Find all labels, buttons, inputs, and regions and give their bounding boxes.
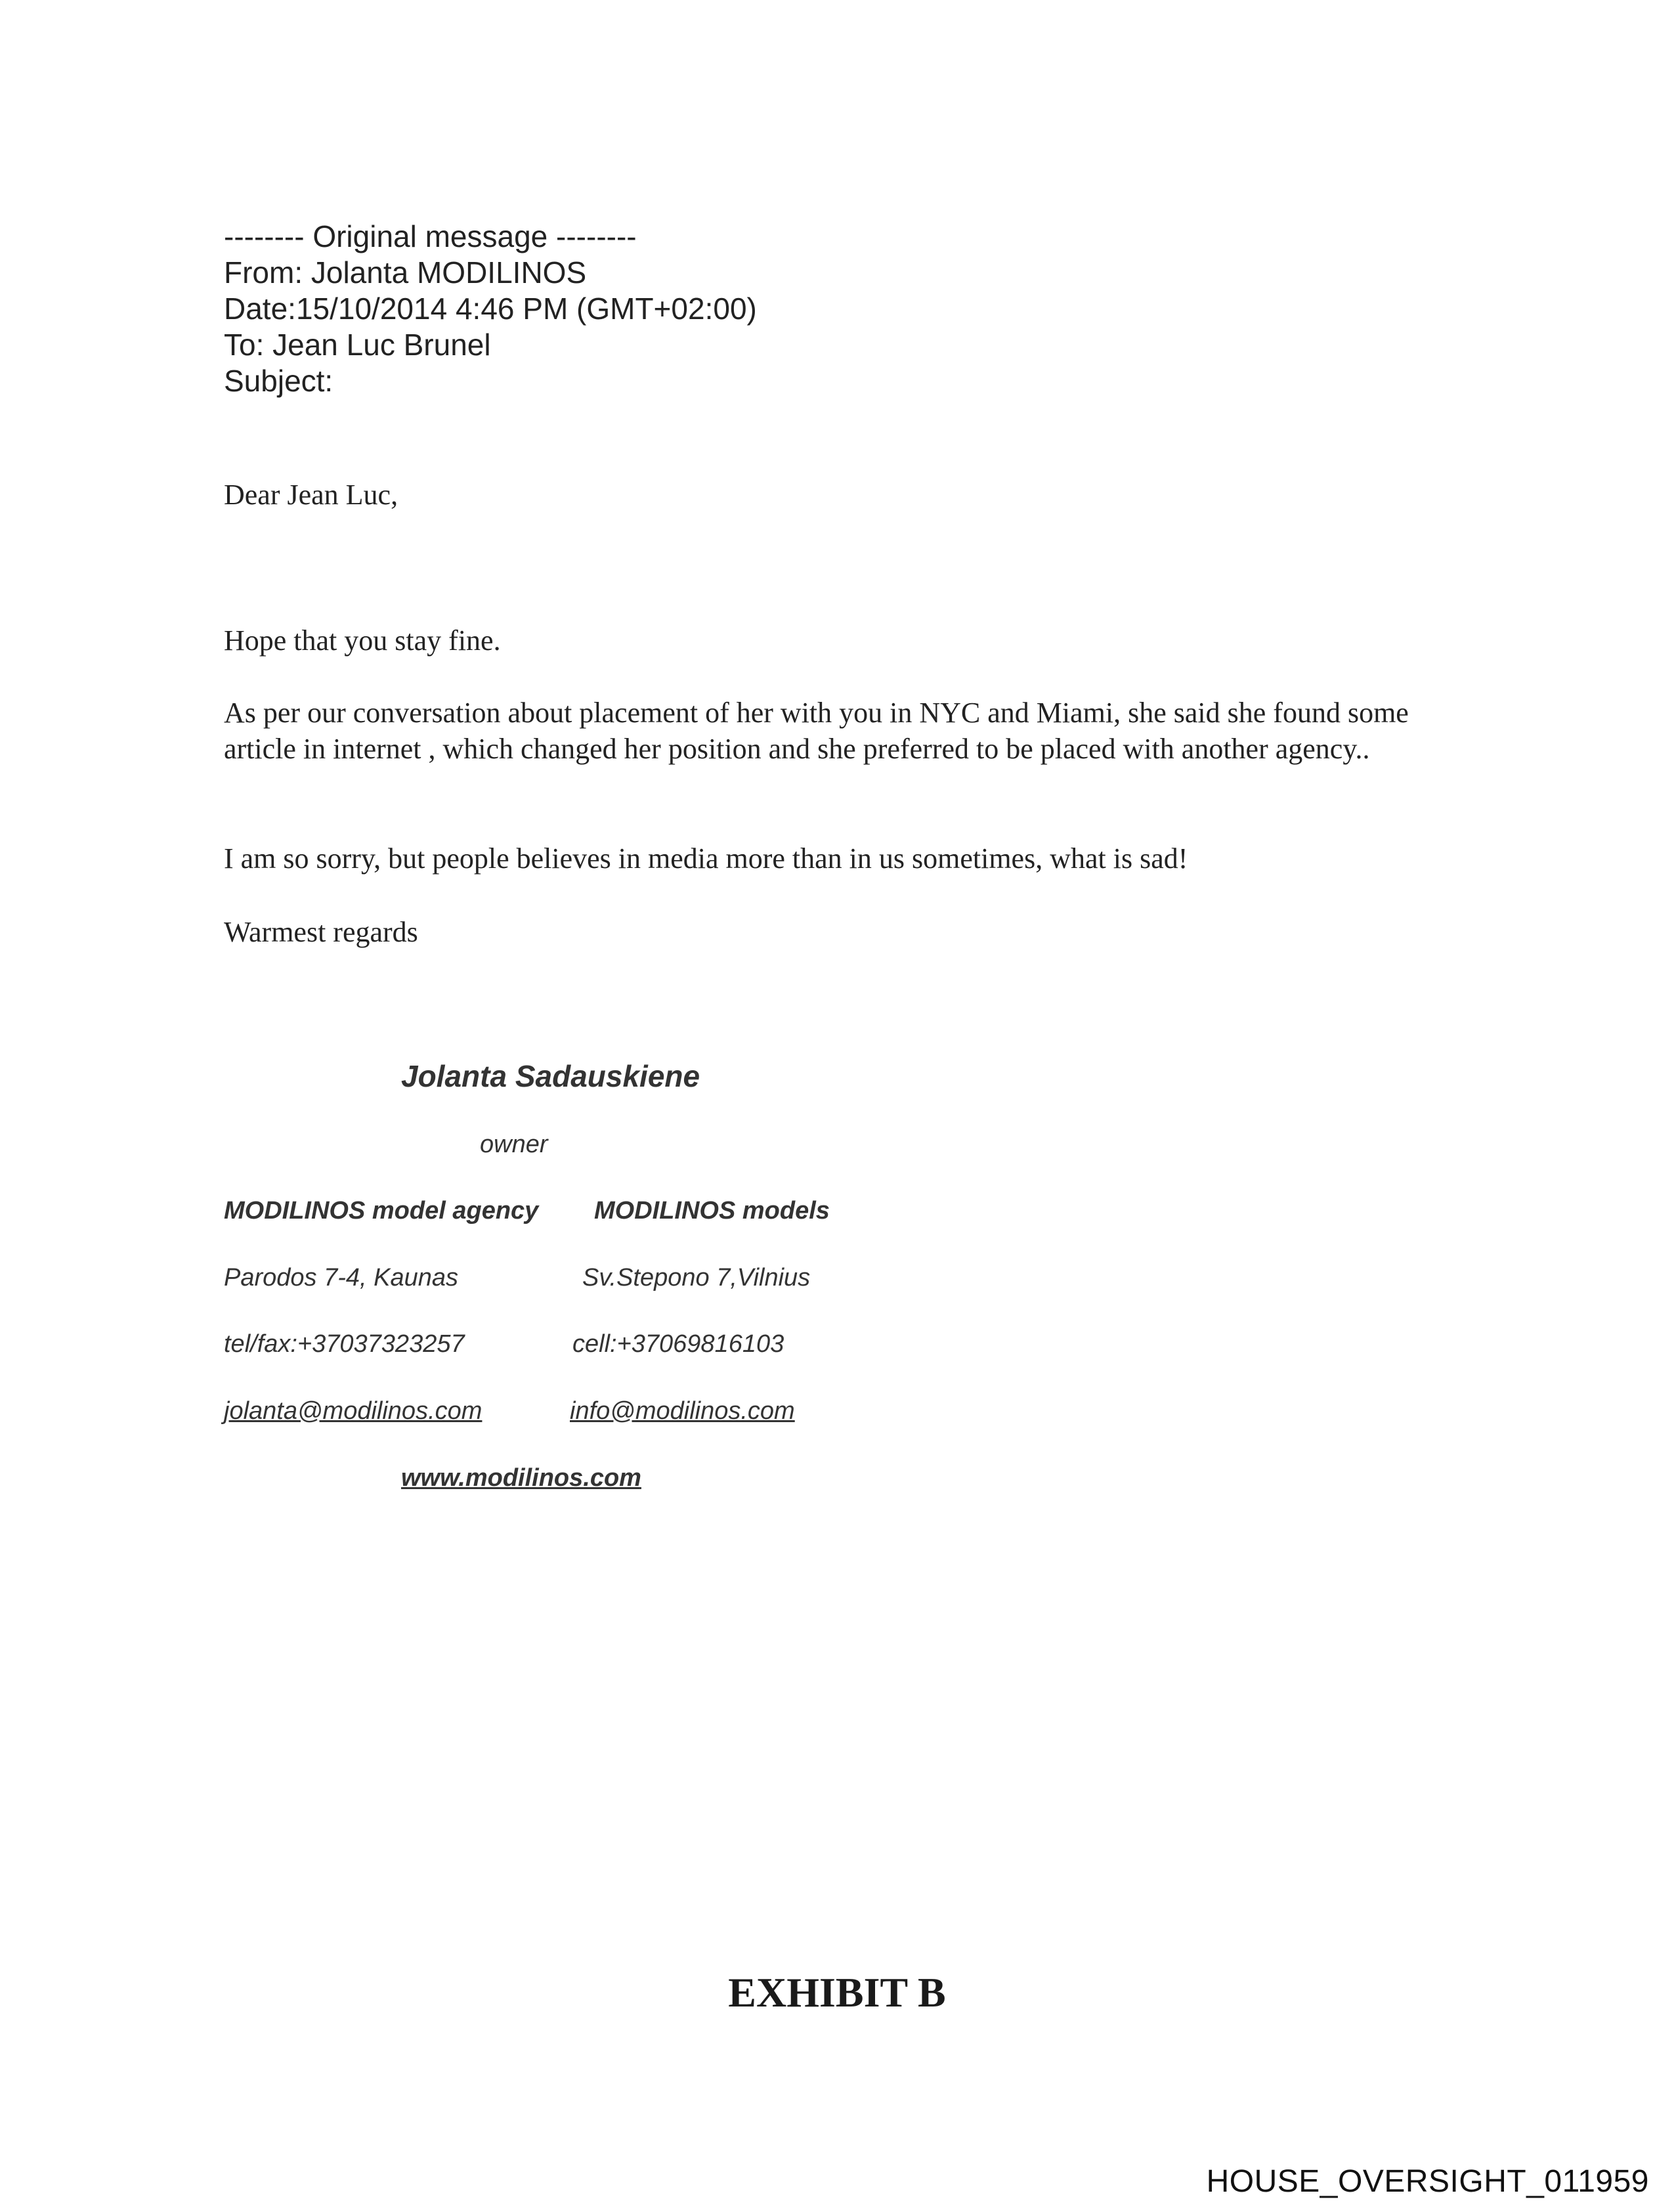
hope-paragraph: Hope that you stay fine. <box>224 624 501 657</box>
signature-role: owner <box>480 1131 548 1158</box>
greeting: Dear Jean Luc, <box>224 479 398 511</box>
signature-phone-right: cell:+37069816103 <box>572 1330 784 1358</box>
signature-agency-left: MODILINOS model agency <box>224 1197 539 1225</box>
signature-phone-left: tel/fax:+37037323257 <box>224 1330 465 1358</box>
signature-address-right: Sv.Stepono 7,Vilnius <box>582 1264 811 1291</box>
from-line: From: Jolanta MODILINOS <box>224 255 587 290</box>
email-header <box>224 219 757 399</box>
signature-agency-right: MODILINOS models <box>594 1197 830 1225</box>
conversation-paragraph: As per our conversation about placement of her with you in NYC and Miami, she said she found some article in internet , which changed her position and she preferred to be placed with another agency.. <box>224 697 1409 765</box>
signature-email-right-link[interactable]: info@modilinos.com <box>570 1397 795 1425</box>
to-line: To: Jean Luc Brunel <box>224 328 491 362</box>
exhibit-label: EXHIBIT B <box>728 1969 946 2016</box>
date-line: Date:15/10/2014 4:46 PM (GMT+02:00) <box>224 292 757 326</box>
signature-name: Jolanta Sadauskiene <box>401 1059 700 1093</box>
original-message-separator: -------- Original message -------- <box>224 219 637 253</box>
closing: Warmest regards <box>224 916 418 948</box>
bates-number: HOUSE_OVERSIGHT_011959 <box>1206 2164 1649 2199</box>
signature-website-link[interactable]: www.modilinos.com <box>401 1464 641 1492</box>
signature-address-left: Parodos 7-4, Kaunas <box>224 1264 459 1291</box>
subject-line: Subject: <box>224 364 333 398</box>
sorry-paragraph: I am so sorry, but people believes in media more than in us sometimes, what is sad! <box>224 842 1188 875</box>
signature-email-left-link[interactable]: jolanta@modilinos.com <box>224 1397 483 1425</box>
